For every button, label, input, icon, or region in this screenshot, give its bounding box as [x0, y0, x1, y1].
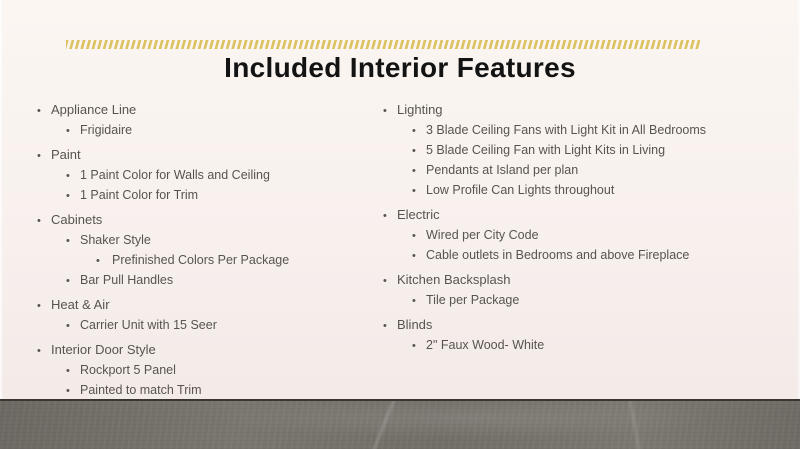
- bullet-icon: •: [412, 125, 416, 137]
- list-item: [376, 294, 782, 308]
- bullet-icon: •: [412, 185, 416, 197]
- feature-text: 2" Faux Wood- White: [426, 338, 545, 352]
- feature-text: Carrier Unit with 15 Seer: [80, 318, 217, 332]
- feature-text: Rockport 5 Panel: [80, 363, 176, 377]
- feature-column-right: [376, 103, 782, 353]
- bullet-icon: •: [66, 125, 70, 137]
- list-item: [30, 384, 376, 398]
- feature-column-left: [30, 103, 376, 398]
- feature-text: Low Profile Can Lights throughout: [426, 183, 615, 197]
- bullet-icon: •: [66, 365, 70, 377]
- feature-text: Paint: [51, 147, 81, 162]
- list-item: [376, 103, 782, 118]
- bullet-icon: •: [412, 145, 416, 157]
- list-item: [376, 164, 782, 178]
- list-item: [376, 273, 782, 288]
- feature-text: Bar Pull Handles: [80, 273, 174, 287]
- feature-text: 1 Paint Color for Walls and Ceiling: [80, 168, 270, 182]
- list-item: [376, 124, 782, 138]
- feature-columns: [30, 103, 782, 398]
- decorative-dash-line: [66, 40, 700, 49]
- feature-text: Frigidaire: [80, 123, 133, 137]
- bullet-icon: •: [66, 235, 70, 247]
- feature-text: Tile per Package: [426, 293, 520, 307]
- slide-title: Included Interior Features: [224, 52, 576, 83]
- bullet-icon: •: [66, 275, 70, 287]
- bullet-icon: •: [96, 255, 100, 267]
- bullet-icon: •: [37, 300, 41, 312]
- feature-text: Pendants at Island per plan: [426, 163, 579, 177]
- feature-text: 1 Paint Color for Trim: [80, 188, 199, 202]
- bullet-icon: •: [383, 275, 387, 287]
- feature-text: Blinds: [397, 317, 433, 332]
- feature-text: Painted to match Trim: [80, 383, 202, 397]
- list-item: [30, 189, 376, 203]
- bullet-icon: •: [37, 345, 41, 357]
- feature-text: Interior Door Style: [51, 342, 156, 357]
- list-item: [30, 254, 376, 268]
- feature-text: Wired per City Code: [426, 228, 539, 242]
- feature-text: Shaker Style: [80, 233, 151, 247]
- feature-text: Appliance Line: [51, 102, 137, 117]
- bullet-icon: •: [66, 385, 70, 397]
- bullet-icon: •: [383, 105, 387, 117]
- bullet-icon: •: [37, 150, 41, 162]
- bullet-icon: •: [412, 165, 416, 177]
- list-item: [30, 298, 376, 313]
- bullet-icon: •: [66, 190, 70, 202]
- bullet-icon: •: [412, 340, 416, 352]
- feature-text: Kitchen Backsplash: [397, 272, 511, 287]
- list-item: [30, 169, 376, 183]
- list-item: [30, 343, 376, 358]
- bullet-icon: •: [37, 105, 41, 117]
- list-item: [30, 364, 376, 378]
- list-item: [376, 339, 782, 353]
- list-item: [376, 144, 782, 158]
- bullet-icon: •: [66, 320, 70, 332]
- list-item: [376, 318, 782, 333]
- list-item: [30, 274, 376, 288]
- bullet-icon: •: [37, 215, 41, 227]
- feature-text: Electric: [397, 207, 440, 222]
- feature-text: Cabinets: [51, 212, 103, 227]
- feature-text: Cable outlets in Bedrooms and above Fireplace: [426, 248, 690, 262]
- feature-text: Lighting: [397, 102, 443, 117]
- bullet-icon: •: [383, 320, 387, 332]
- feature-text: Heat & Air: [51, 297, 110, 312]
- bullet-icon: •: [66, 170, 70, 182]
- list-item: [30, 148, 376, 163]
- bullet-icon: •: [412, 230, 416, 242]
- list-item: [376, 229, 782, 243]
- list-item: [376, 249, 782, 263]
- list-item: [376, 184, 782, 198]
- floor-texture-band: [0, 399, 800, 449]
- feature-text: Prefinished Colors Per Package: [112, 253, 290, 267]
- list-item: [30, 213, 376, 228]
- list-item: [30, 319, 376, 333]
- bullet-icon: •: [383, 210, 387, 222]
- feature-text: 3 Blade Ceiling Fans with Light Kit in All Bedrooms: [426, 123, 707, 137]
- list-item: [30, 124, 376, 138]
- feature-text: 5 Blade Ceiling Fan with Light Kits in Living: [426, 143, 666, 157]
- list-item: [376, 208, 782, 223]
- bullet-icon: •: [412, 295, 416, 307]
- list-item: [30, 103, 376, 118]
- list-item: [30, 234, 376, 248]
- bullet-icon: •: [412, 250, 416, 262]
